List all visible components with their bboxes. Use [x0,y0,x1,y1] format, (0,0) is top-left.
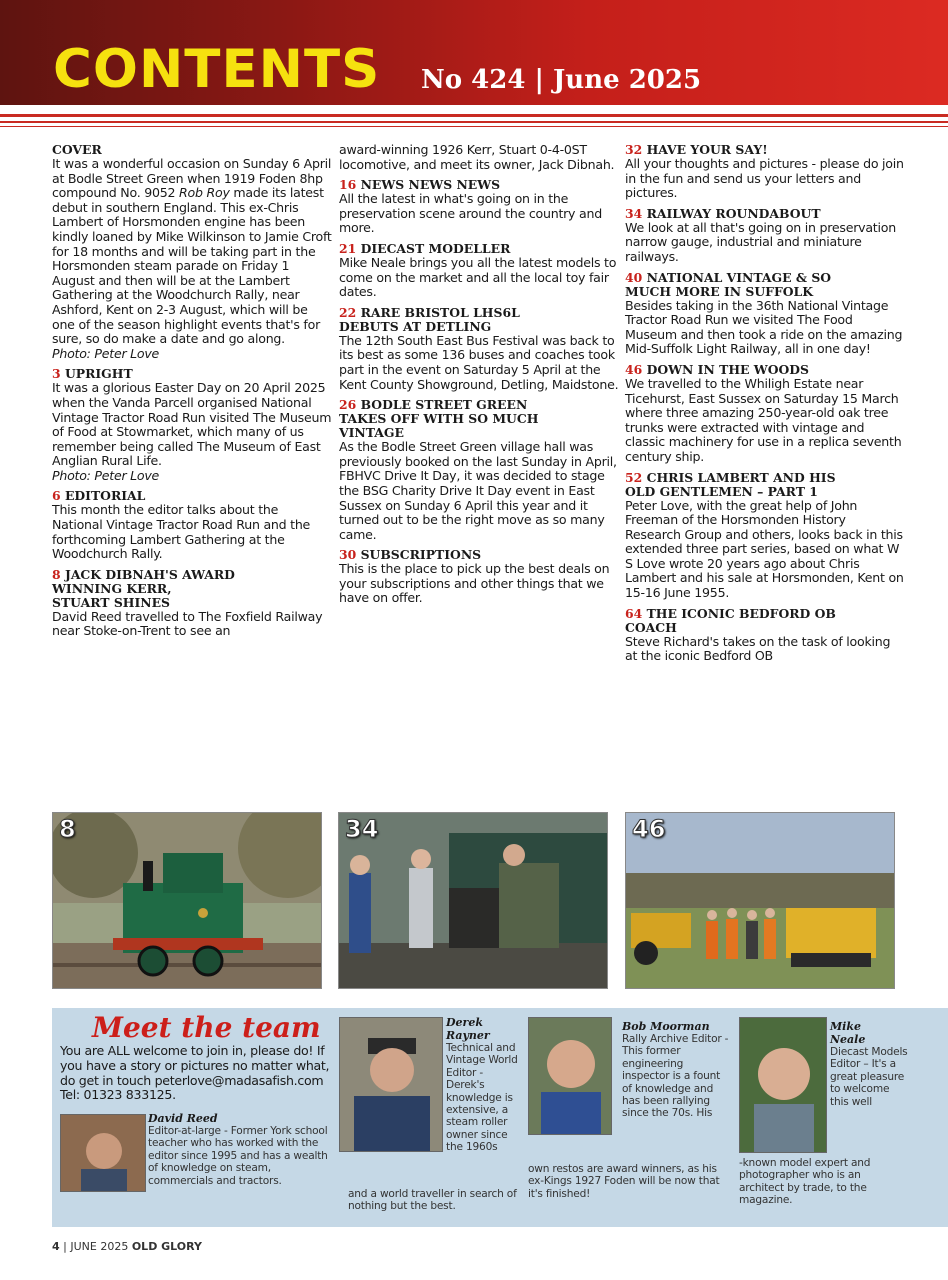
entry-text: It was a glorious Easter Day on 20 April 2025 when the Vanda Parcell organised National Vintage Tractor Road Run visited The Museum of Food at Stowmarket, which many of us remember being called The Museum of East Anglian Rural Life. [52,380,332,469]
entry-title: 8 JACK DIBNAH'S AWARD WINNING KERR, STUART SHINES [52,566,235,610]
member-mike-neale [830,1020,910,1108]
member-bob-moorman [622,1020,732,1120]
member-name: Mike Neale [830,1020,866,1046]
entry-8-continued: award-winning 1926 Kerr, Stuart 0-4-0ST locomotive, and meet its owner, Jack Dibnah. [339,142,615,172]
header-rule-bottom [0,126,948,127]
photo-tractors-field[interactable] [625,812,895,989]
footer-date: JUNE 2025 [70,1240,132,1253]
entry-3[interactable] [52,367,332,483]
entry-64[interactable] [625,607,905,664]
entry-text: All the latest in what's going on in the preservation scene around the country and more. [339,191,602,236]
avatar-mike-neale [739,1017,827,1153]
engine-illustration [339,813,608,989]
entry-title: 32 HAVE YOUR SAY! [625,142,768,157]
meet-the-team-panel [52,1008,948,1227]
entry-text: We look at all that's going on in preservation narrow gauge, industrial and miniature railways. [625,219,896,264]
member-name: Derek Rayner [446,1016,490,1042]
entry-52[interactable] [625,471,905,601]
entry-title: 46 DOWN IN THE WOODS [625,361,809,377]
page-footer: 4 | JUNE 2025 OLD GLORY [52,1240,202,1253]
member-name: David Reed [148,1112,218,1125]
page-title: CONTENTS [53,39,381,100]
entry-text: As the Bodle Street Green village hall was previously booked on the last Sunday in April, FBHVC Drive It Day, it was decided to stage the BSG Charity Drive It Day event in East Sussex on Sunday 6 April this year and it turned out to be the right move as so many came. [339,439,617,542]
entry-46[interactable] [625,363,905,465]
member-bio: Technical and Vintage World Editor - Derek's knowledge is extensive, a steam roller owner since the 1960s [446,1042,518,1154]
header-banner [0,0,948,105]
photo-workers-engine[interactable] [338,812,608,989]
magazine-name: OLD GLORY [131,1240,202,1253]
tractors-illustration [626,813,895,989]
entry-8[interactable] [52,568,332,639]
member-bio: Diecast Models Editor – It's a great pleasure to welcome this well [830,1046,908,1108]
photo-page-number: 8 [59,815,76,843]
entry-32[interactable] [625,143,905,201]
entry-title: 3 UPRIGHT [52,366,133,382]
entry-title: 30 SUBSCRIPTIONS [339,547,482,563]
header-rule-top [0,114,948,117]
contents-column-3 [625,143,905,670]
entry-title: 6 EDITORIAL [52,488,146,504]
entry-text: Steve Richard's takes on the task of looking at the iconic Bedford OB [625,633,891,664]
avatar-derek-rayner [339,1017,443,1152]
entry-6[interactable] [52,489,332,561]
entry-text: This is the place to pick up the best deals on your subscriptions and other things that we have on offer. [339,561,610,606]
entry-21[interactable] [339,242,619,300]
entry-26[interactable] [339,398,619,542]
photo-locomotive[interactable] [52,812,322,989]
contents-column-1 [52,143,332,645]
member-bio-continued: and a world traveller in search of nothing but the best. [348,1188,517,1213]
page-number: 4 [52,1240,60,1253]
entry-text: Peter Love, with the great help of John Freeman of the Horsmonden History Research Group and others, looks back in this extended three part series, based on what W S Love wrote 20 years ago about Chris Lambert and his sale at Horsmonden, Kent on 15-16 June 1955. [625,497,904,601]
entry-16[interactable] [339,178,619,236]
entry-text: The 12th South East Bus Festival was back to its best as some 136 buses and coaches took part in the event on Saturday 5 April at the Kent County Showground, Detling, Maidstone. [339,332,619,392]
entry-title: 40 NATIONAL VINTAGE & SO MUCH MORE IN SUFFOLK [625,269,832,299]
issue-label: No 424 | June 2025 [421,65,702,95]
entry-text: This month the editor talks about the National Vintage Tractor Road Run and the forthcoming Lambert Gathering at the Woodchurch Rally. [52,502,311,562]
entry-text: Mike Neale brings you all the latest models to come on the market and all the local toy fair dates. [339,254,617,300]
entry-title: 64 THE ICONIC BEDFORD OB COACH [625,605,836,635]
entry-title: 16 NEWS NEWS NEWS [339,177,501,193]
member-derek-rayner [446,1016,524,1154]
entry-title: 22 RARE BRISTOL LHS6L DEBUTS AT DETLING [339,304,520,334]
photo-credit: Photo: Peter Love [52,345,160,361]
entry-text: It was a wonderful occasion on Sunday 6 April at Bodle Street Green when 1919 Foden 8hp compound No. 9052 Rob Roy made its latest debut in southern England. This ex-Chris Lambert of Horsmonden engine has been kindly loaned by Mike Wilkinson to Jamie Croft for 18 months and will be taking part in the Horsmonden steam parade on Friday 1 August and then will be at the Lambert Gathering at the Woodchurch Rally, near Ashford, Kent on 2-3 August, which will be one of the season highlight events that's for sure, so do make a date and go along. [52,156,332,347]
entry-34[interactable] [625,207,905,265]
entry-22[interactable] [339,306,619,392]
header-rule-mid [0,121,948,123]
member-bio: Editor-at-large - Former York school teacher who has worked with the editor since 1995 and has a wealth of knowledge on steam, commercials and tractors. [148,1125,328,1187]
entry-title: 21 DIECAST MODELLER [339,240,511,256]
entry-title: 26 BODLE STREET GREEN TAKES OFF WITH SO MUCH VINTAGE [339,397,539,441]
photo-page-number: 46 [632,815,666,843]
member-bio-continued: -known model expert and photographer who is an architect by trade, to the magazine. [739,1157,871,1207]
member-bio: Rally Archive Editor - This former engineering inspector is a fount of knowledge and has been rallying since the 70s. His [622,1033,729,1120]
entry-40[interactable] [625,271,905,357]
member-bio-continued: own restos are award winners, as his ex-Kings 1927 Foden will be now that it's finished! [528,1163,720,1200]
photo-credit: Photo: Peter Love [52,467,160,483]
team-intro: You are ALL welcome to join in, please do! If you have a story or pictures no matter what, do get in touch peterlove@madasafish.com Tel: 01323 833125. [60,1043,330,1103]
entry-text: David Reed travelled to The Foxfield Railway near Stoke-on-Trent to see an [52,608,323,639]
member-david-reed [148,1112,328,1187]
entry-title: COVER [52,142,102,157]
entry-30[interactable] [339,548,619,606]
locomotive-illustration [53,813,322,989]
avatar-david-reed [60,1114,146,1192]
entry-cover [52,143,332,361]
team-title: Meet the team [92,1011,321,1044]
entry-title: 34 RAILWAY ROUNDABOUT [625,205,821,221]
entry-text: We travelled to the Whiligh Estate near Ticehurst, East Sussex on Saturday 15 March where three amazing 250-year-old oak tree trunks were extracted with vintage and classic machinery for use in a replica seventh century ship. [625,375,902,464]
entry-text: All your thoughts and pictures - please do join in the fun and send us your letters and pictures. [625,156,904,201]
entry-title: 52 CHRIS LAMBERT AND HIS OLD GENTLEMEN – PART 1 [625,469,836,499]
photo-page-number: 34 [345,815,379,843]
contents-column-2 [339,143,619,612]
member-name: Bob Moorman [622,1020,710,1033]
avatar-bob-moorman [528,1017,612,1135]
entry-text: Besides taking in the 36th National Vintage Tractor Road Run we visited The Food Museum and then took a ride on the amazing Mid-Suffolk Light Railway, all in one day! [625,297,903,357]
